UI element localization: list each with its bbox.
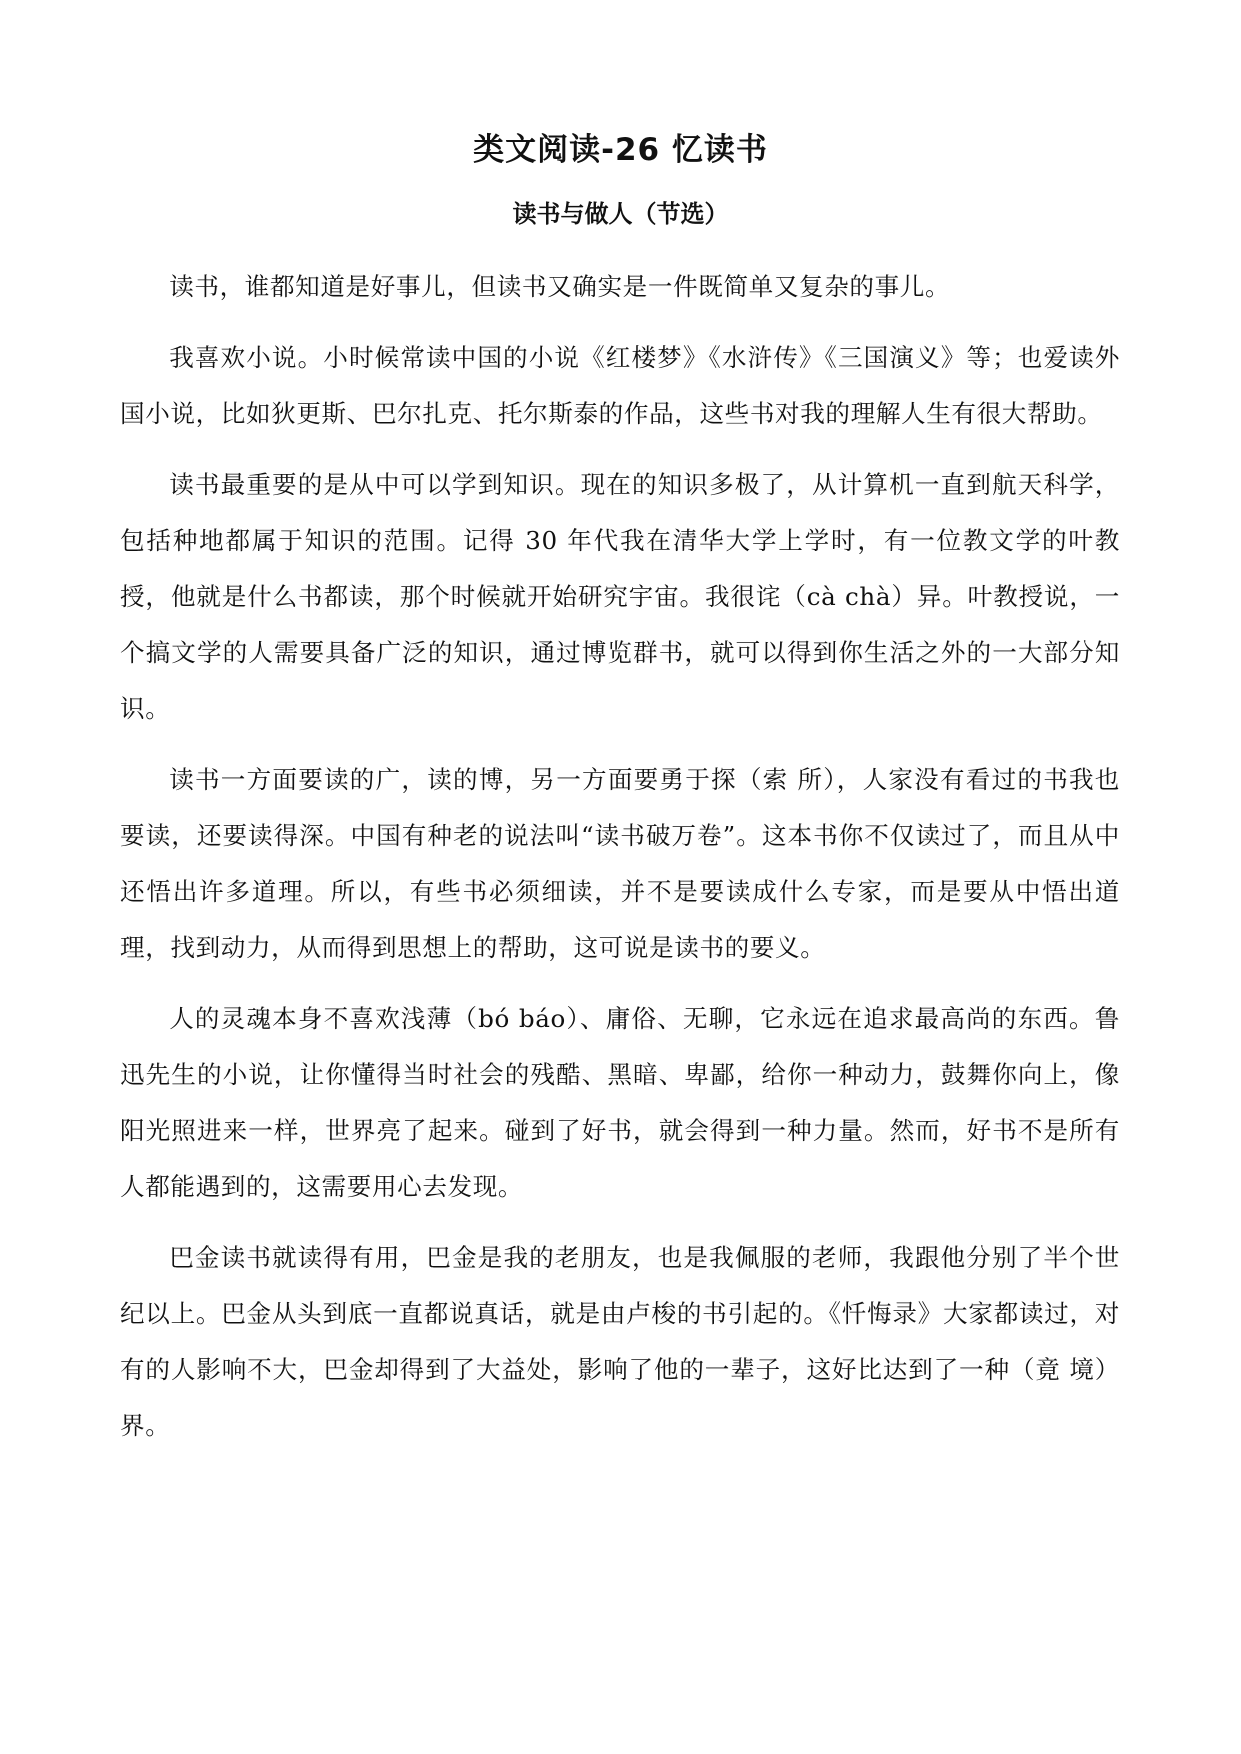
document-body xyxy=(120,259,1120,1469)
paragraph-2: 我喜欢小说。小时候常读中国的小说《红楼梦》《水浒传》《三国演义》等；也爱读外国小说，比如狄更斯、巴尔扎克、托尔斯泰的作品，这些书对我的理解人生有很大帮助。 xyxy=(120,343,1120,428)
document-subtitle: 读书与做人（节选） xyxy=(512,200,729,228)
document-title: 类文阅读-26 忆读书 xyxy=(473,132,768,168)
paragraph-4: 读书一方面要读的广，读的博，另一方面要勇于探（索 所），人家没有看过的书我也要读，还要读得深。中国有种老的说法叫“读书破万卷”。这本书你不仅读过了，而且从中还悟出许多道理。所以，有些书必须细读，并不是要读成什么专家，而是要从中悟出道理，找到动力，从而得到思想上的帮助，这可说是读书的要义。 xyxy=(120,765,1120,962)
paragraph-5: 人的灵魂本身不喜欢浅薄（bó báo）、庸俗、无聊，它永远在追求最高尚的东西。鲁迅先生的小说，让你懂得当时社会的残酷、黑暗、卑鄙，给你一种动力，鼓舞你向上，像阳光照进来一样，世界亮了起来。碰到了好书，就会得到一种力量。然而，好书不是所有人都能遇到的，这需要用心去发现。 xyxy=(120,1004,1120,1201)
paragraph-6: 巴金读书就读得有用，巴金是我的老朋友，也是我佩服的老师，我跟他分别了半个世纪以上。巴金从头到底一直都说真话，就是由卢梭的书引起的。《忏悔录》大家都读过，对有的人影响不大，巴金却得到了大益处，影响了他的一辈子，这好比达到了一种（竟 境）界。 xyxy=(120,1243,1120,1440)
paragraph-1: 读书，谁都知道是好事儿，但读书又确实是一件既简单又复杂的事儿。 xyxy=(169,272,951,301)
paragraph-3: 读书最重要的是从中可以学到知识。现在的知识多极了，从计算机一直到航天科学，包括种地都属于知识的范围。记得 30 年代我在清华大学上学时，有一位教文学的叶教授，他就是什么书都读，那个时候就开始研究宇宙。我很诧（cà chà）异。叶教授说，一个搞文学的人需要具备广泛的知识，通过博览群书，就可以得到你生活之外的一大部分知识。 xyxy=(120,470,1120,723)
